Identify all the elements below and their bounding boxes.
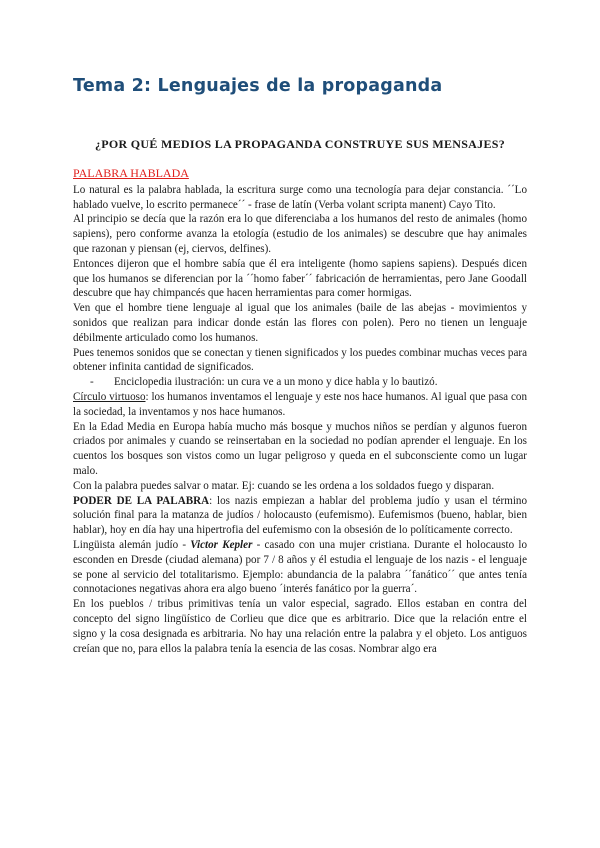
paragraph: Con la palabra puedes salvar o matar. Ej: cuando se les ordena a los soldados fuego y disparan. (73, 479, 495, 492)
person-name: Victor Kepler (190, 538, 253, 551)
bullet-dash: - (90, 376, 94, 389)
paragraph: Al principio se decía que la razón era lo que diferenciaba a los humanos del resto de animales (homo sapiens), pero conforme avanza la etología (estudio de los animales) se descubre que hay animales que razonan y piensan (ej, ciervos, delfines). (73, 213, 527, 255)
term-bold: PODER DE LA PALABRA (73, 494, 210, 507)
paragraph: Ven que el hombre tiene lenguaje al igual que los animales (baile de las abejas - movimientos y sonidos que realizan para indicar donde están las flores con polen). Pero no tienen un lenguaje débilmente articulado como los humanos. (73, 302, 527, 344)
paragraph: Entonces dijeron que el hombre sabía que él era inteligente (homo sapiens sapiens). Después dicen que los humanos se diferencian por la ´´homo faber´´ fabricación de herramientas, pero Jane Goodall descubre que hay chimpancés que hacen herramientas para comer hormigas. (73, 257, 527, 300)
paragraph: En los pueblos / tribus primitivas tenía un valor especial, sagrado. Ellos estaban en contra del concepto del signo lingüístico de Corlieu que dice que es arbitrario. Dice que la relación entre el signo y la cosa designada es arbitraria. No hay una relación entre la palabra y el objeto. Los antiguos creían que no, para ellos la palabra tenía la esencia de las cosas. Nombrar algo era (73, 598, 527, 655)
list-item-text: Enciclopedia ilustración: un cura ve a un mono y dice habla y lo bautizó. (114, 376, 438, 389)
paragraph-text: : los humanos inventamos el lenguaje y este nos hace humanos. Al igual que pasa con la sociedad, la inventamos y nos hace humanos. (73, 390, 527, 418)
paragraph-text: - casado con una mujer cristiana. Durante el holocausto lo esconden en Dresde (ciudad alemana) por 7 / 8 años y él estudia el lenguaje de los nazis - el lenguaje se pone al servicio del totalitarismo. Ejemplo: abundancia de la palabra ´´fanático´´ que antes tenía connotaciones negativas ahora era algo bueno ´interés fanático por la guerra´. (73, 538, 527, 596)
document-body (73, 166, 527, 656)
paragraph: En la Edad Media en Europa había mucho más bosque y muchos niños se perdían y algunos fueron criados por animales y cuando se reinsertaban en la sociedad no podían aprender el lenguaje. En los cuentos los bosques son vistos como un lugar peligroso y queda en el subconsciente como un lugar malo. (73, 420, 527, 477)
list-item (73, 375, 527, 390)
paragraph-text: : los nazis empiezan a hablar del problema judío y usan el término solución final para la matanza de judíos / holocausto (eufemismo). Eufemismos (bueno, hablar, bien hablar), hoy en día hay una hipertrofia del eufemismo con la obsesión de lo políticamente correcto. (73, 494, 527, 537)
paragraph (73, 494, 527, 538)
paragraph (73, 538, 527, 597)
paragraph (73, 390, 527, 420)
section-question: ¿POR QUÉ MEDIOS LA PROPAGANDA CONSTRUYE SUS MENSAJES? (94, 137, 506, 151)
paragraph: Pues tenemos sonidos que se conectan y tienen significados y los puedes combinar muchas veces para obtener infinita cantidad de significados. (73, 346, 527, 374)
section-heading: PALABRA HABLADA (73, 166, 189, 180)
paragraph: Lo natural es la palabra hablada, la escritura surge como una tecnología para dejar constancia. ´´Lo hablado vuelve, lo escrito permanece´´ - frase de latín (Verba volant scripta manent) Cayo Tito. (73, 183, 527, 211)
paragraph-text: Lingüista alemán judío - (73, 538, 191, 551)
page-title: Tema 2: Lenguajes de la propaganda (73, 76, 443, 96)
term-underlined: Círculo virtuoso (73, 390, 146, 403)
